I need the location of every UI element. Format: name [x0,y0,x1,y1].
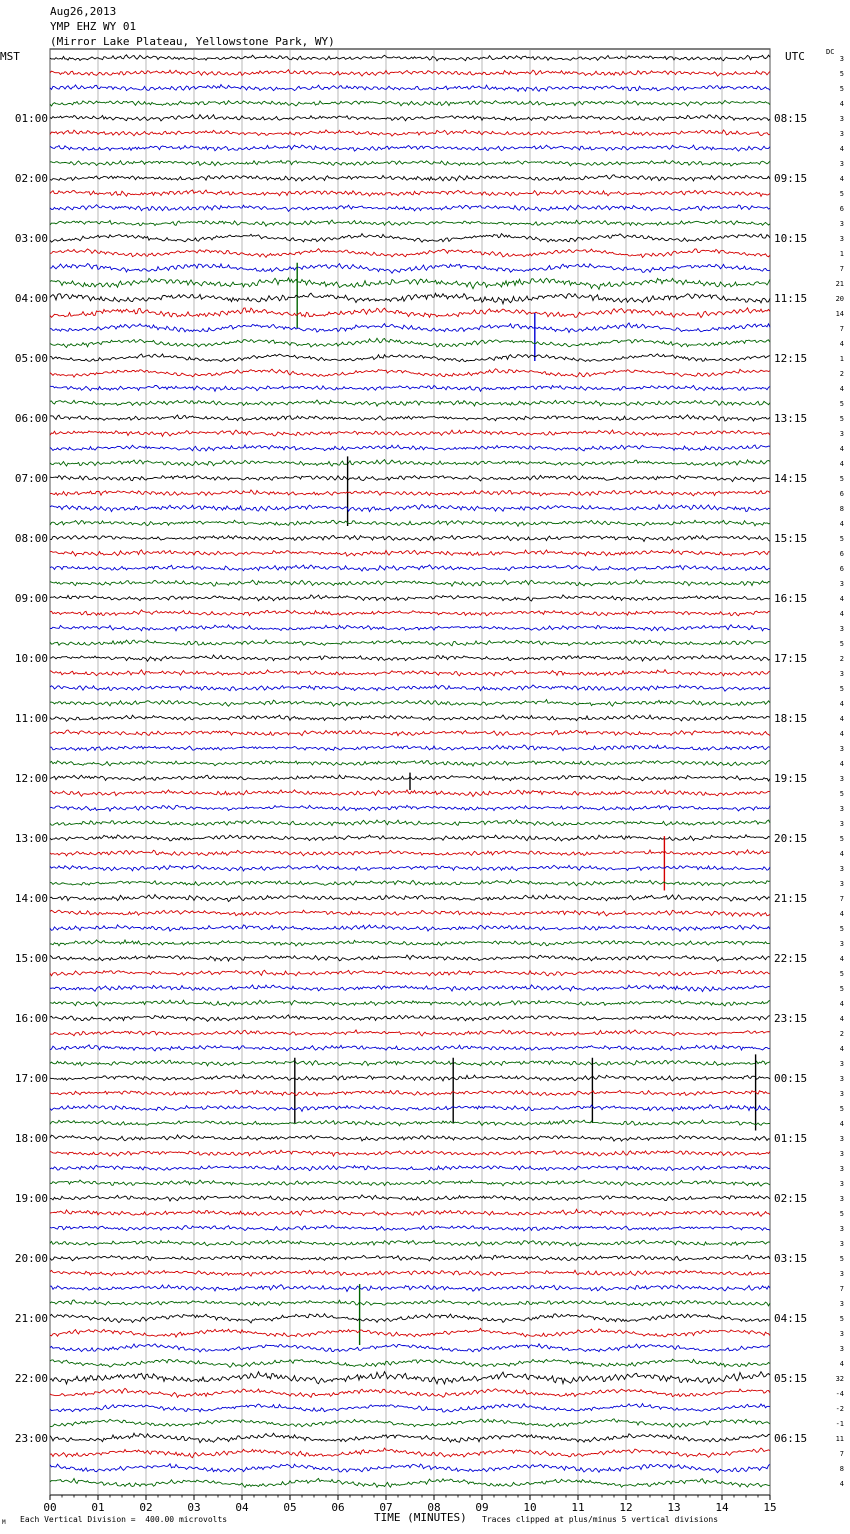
mst-hour-label: 11:00 [14,712,48,725]
dc-offset-value: 4 [839,385,844,393]
seismic-trace [50,338,770,347]
utc-hour-label: 14:15 [774,472,808,485]
utc-hour-label: 17:15 [774,652,808,665]
seismic-trace [50,220,770,226]
seismic-trace [50,1372,770,1384]
seismic-trace [50,745,770,751]
seismic-trace [50,760,770,766]
dc-offset-value: 6 [839,550,844,558]
station-code: YMP EHZ WY 01 [50,20,137,33]
dc-offset-value: 4 [839,1000,844,1008]
seismic-trace [50,970,770,976]
dc-offset-value: 3 [839,865,844,873]
dc-offset-value: 4 [839,850,844,858]
dc-offset-value: 5 [839,985,844,993]
seismic-trace [50,1030,770,1036]
dc-offset-value: 4 [839,730,844,738]
mst-hour-label: 14:00 [14,892,48,905]
dc-offset-value: 7 [839,325,844,333]
dc-offset-value: 4 [839,1045,844,1053]
dc-offset-value: 3 [839,1195,844,1203]
dc-offset-value: 4 [839,445,844,453]
dc-offset-value: 5 [839,85,844,93]
seismic-trace [50,925,770,931]
clip-note: Traces clipped at plus/minus 5 vertical divisions [482,1515,719,1524]
mst-hour-label: 13:00 [14,832,48,845]
utc-hour-label: 06:15 [774,1432,808,1445]
dc-offset-value: 3 [839,1270,844,1278]
seismic-trace [50,400,770,406]
utc-hour-label: 16:15 [774,592,808,605]
dc-offset-value: 5 [839,400,844,408]
seismic-trace [50,205,770,212]
dc-offset-value: 5 [839,535,844,543]
dc-offset-value: 3 [839,670,844,678]
dc-offset-value: 4 [839,100,844,108]
dc-offset-value: 3 [839,1060,844,1068]
x-tick-label: 11 [571,1501,585,1514]
utc-hour-label: 01:15 [774,1132,808,1145]
dc-offset-value: 1 [839,355,844,363]
dc-offset-value: 3 [839,580,844,588]
seismic-trace [50,955,770,961]
dc-offset-value: 5 [839,190,844,198]
mst-hour-label: 05:00 [14,352,48,365]
mst-hour-label: 18:00 [14,1132,48,1145]
seismic-trace [50,115,770,121]
utc-hour-label: 18:15 [774,712,808,725]
dc-offset-value: 21 [835,280,844,288]
mst-hour-label: 23:00 [14,1432,48,1445]
seismic-trace [50,55,770,61]
dc-offset-value: 32 [835,1375,844,1383]
dc-offset-value: 3 [839,1075,844,1083]
x-tick-label: 15 [763,1501,777,1514]
dc-offset-value: 20 [835,295,844,303]
seismic-trace [50,1225,770,1230]
dc-offset-value: 7 [839,1285,844,1293]
seismic-trace [50,910,770,916]
seismic-trace [50,100,770,106]
x-tick-label: 02 [139,1501,153,1514]
seismic-trace [50,70,770,76]
utc-hour-label: 05:15 [774,1372,808,1385]
dc-offset-value: 14 [835,310,844,318]
mst-hour-label: 02:00 [14,172,48,185]
dc-offset-value: 3 [839,1165,844,1173]
x-tick-label: 01 [91,1501,105,1514]
dc-offset-value: 4 [839,1360,844,1368]
dc-offset-value: 3 [839,1180,844,1188]
seismic-trace [50,580,770,586]
utc-hour-label: 10:15 [774,232,808,245]
seismic-trace [50,1464,770,1473]
seismic-trace [50,175,770,181]
seismic-trace [50,1388,770,1397]
utc-hour-label: 09:15 [774,172,808,185]
seismic-trace [50,1240,770,1246]
dc-offset-value: 3 [839,115,844,123]
seismic-trace [50,790,770,797]
utc-hour-label: 15:15 [774,532,808,545]
x-tick-label: 03 [187,1501,201,1514]
mst-hour-label: 09:00 [14,592,48,605]
utc-axis-label: UTC [785,50,805,63]
dc-offset-value: 3 [839,940,844,948]
seismic-trace [50,249,770,258]
utc-hour-label: 21:15 [774,892,808,905]
seismic-trace [50,985,770,992]
dc-offset-value: 3 [839,130,844,138]
dc-offset-value: 3 [839,1240,844,1248]
seismic-trace [50,264,770,274]
dc-offset-value: 3 [839,775,844,783]
seismic-trace [50,1060,770,1066]
seismic-trace [50,835,770,841]
dc-offset-value: 5 [839,835,844,843]
x-tick-label: 09 [475,1501,489,1514]
footer-mark: M [2,1519,6,1526]
dc-offset-value: 3 [839,1225,844,1233]
dc-offset-value: 4 [839,595,844,603]
seismic-trace [50,610,770,616]
seismic-trace [50,1328,770,1337]
dc-offset-value: 8 [839,1465,844,1473]
seismic-trace [50,85,770,92]
utc-hour-label: 03:15 [774,1252,808,1265]
seismic-trace [50,1433,770,1443]
seismic-trace [50,1448,770,1458]
seismic-trace [50,730,770,736]
seismic-trace [50,1075,770,1081]
mst-hour-label: 03:00 [14,232,48,245]
seismic-trace [50,475,770,481]
dc-offset-value: 6 [839,205,844,213]
dc-offset-value: 5 [839,685,844,693]
seismic-trace [50,369,770,377]
dc-offset-value: 2 [839,1030,844,1038]
seismic-trace [50,1359,770,1367]
seismic-trace [50,460,770,467]
dc-offset-value: 5 [839,475,844,483]
seismic-trace [50,640,770,646]
dc-offset-value: 3 [839,1330,844,1338]
dc-offset-value: 4 [839,610,844,618]
seismic-trace [50,1150,770,1156]
dc-offset-value: 3 [839,1345,844,1353]
seismic-trace [50,1300,770,1306]
dc-offset-value: 5 [839,925,844,933]
seismic-trace [50,565,770,571]
seismic-trace [50,1180,770,1186]
dc-offset-value: 7 [839,265,844,273]
seismic-trace [50,536,770,542]
mst-hour-label: 20:00 [14,1252,48,1265]
dc-offset-value: 6 [839,490,844,498]
dc-offset-value: 4 [839,715,844,723]
utc-hour-label: 19:15 [774,772,808,785]
seismic-trace [50,160,770,165]
seismic-trace [50,1135,770,1141]
seismic-trace [50,655,770,661]
seismic-trace [50,520,770,526]
utc-hour-label: 12:15 [774,352,808,365]
dc-offset-value: 7 [839,1450,844,1458]
seismic-trace [50,1344,770,1352]
x-tick-label: 08 [427,1501,441,1514]
seismic-trace [50,1404,770,1412]
dc-column-label: DC [826,48,835,56]
seismic-trace [50,445,770,451]
dc-offset-value: 4 [839,700,844,708]
dc-offset-value: 4 [839,145,844,153]
seismic-trace [50,278,770,289]
dc-offset-value: 3 [839,625,844,633]
dc-offset-value: 3 [839,160,844,168]
dc-offset-value: 4 [839,955,844,963]
dc-offset-value: 3 [839,220,844,228]
seismic-trace [50,1419,770,1427]
station-location: (Mirror Lake Plateau, Yellowstone Park, WY) [50,35,335,48]
seismic-trace [50,1015,770,1021]
recording-date: Aug26,2013 [50,5,117,18]
dc-offset-value: 5 [839,970,844,978]
seismic-trace [50,490,770,496]
seismic-trace [50,850,770,856]
dc-offset-value: 5 [839,790,844,798]
dc-offset-value: 4 [839,1015,844,1023]
seismic-trace [50,504,770,511]
seismic-trace [50,385,770,391]
seismic-trace [50,1105,770,1112]
dc-offset-value: -4 [835,1390,844,1398]
seismic-trace [50,595,770,601]
dc-offset-value: 7 [839,895,844,903]
dc-offset-value: 4 [839,760,844,768]
utc-hour-label: 22:15 [774,952,808,965]
x-tick-label: 05 [283,1501,297,1514]
utc-hour-label: 00:15 [774,1072,808,1085]
dc-offset-value: 3 [839,880,844,888]
seismic-trace [50,685,770,691]
x-tick-label: 04 [235,1501,249,1514]
seismic-trace [50,880,770,886]
seismic-trace [50,1090,770,1096]
seismic-trace [50,1270,770,1276]
dc-offset-value: 3 [839,820,844,828]
seismic-trace [50,805,770,811]
seismic-trace [50,715,770,721]
seismic-trace [50,308,770,318]
dc-offset-value: 4 [839,175,844,183]
seismic-trace [50,430,770,436]
dc-offset-value: 5 [839,1210,844,1218]
utc-hour-label: 08:15 [774,112,808,125]
seismic-trace [50,895,770,902]
seismic-trace [50,1209,770,1216]
x-tick-label: 07 [379,1501,393,1514]
seismic-trace [50,670,770,676]
mst-hour-label: 22:00 [14,1372,48,1385]
seismic-trace [50,820,770,826]
utc-hour-label: 11:15 [774,292,808,305]
seismic-trace [50,415,770,421]
dc-offset-value: 4 [839,910,844,918]
seismic-trace [50,354,770,362]
x-tick-label: 10 [523,1501,537,1514]
dc-offset-value: 3 [839,1300,844,1308]
seismic-trace [50,1045,770,1051]
seismic-trace [50,145,770,151]
mst-hour-label: 15:00 [14,952,48,965]
dc-offset-value: 3 [839,1090,844,1098]
mst-hour-label: 19:00 [14,1192,48,1205]
mst-hour-label: 01:00 [14,112,48,125]
dc-offset-value: 4 [839,340,844,348]
dc-offset-value: 5 [839,70,844,78]
mst-hour-label: 07:00 [14,472,48,485]
utc-hour-label: 23:15 [774,1012,808,1025]
x-tick-label: 14 [715,1501,729,1514]
dc-offset-value: 11 [835,1435,844,1443]
dc-offset-value: -1 [835,1420,844,1428]
utc-hour-label: 13:15 [774,412,808,425]
utc-hour-label: 02:15 [774,1192,808,1205]
mst-hour-label: 21:00 [14,1312,48,1325]
seismic-trace [50,550,770,556]
seismic-trace [50,1314,770,1323]
dc-offset-value: 5 [839,640,844,648]
dc-offset-value: 3 [839,430,844,438]
seismic-trace [50,1285,770,1292]
x-tick-label: 12 [619,1501,633,1514]
seismic-trace [50,130,770,136]
dc-offset-value: 4 [839,520,844,528]
seismic-trace [50,323,770,333]
seismic-trace [50,293,770,304]
mst-hour-label: 17:00 [14,1072,48,1085]
dc-offset-value: 3 [839,745,844,753]
dc-offset-value: 4 [839,1480,844,1488]
dc-offset-value: 5 [839,1105,844,1113]
mst-hour-label: 08:00 [14,532,48,545]
seismic-trace [50,700,770,707]
mst-hour-label: 06:00 [14,412,48,425]
dc-offset-value: 4 [839,1120,844,1128]
seismic-trace [50,1120,770,1126]
dc-offset-value: 8 [839,505,844,513]
dc-offset-value: 2 [839,370,844,378]
seismic-trace [50,1000,770,1006]
dc-offset-value: 2 [839,655,844,663]
seismic-trace [50,1478,770,1487]
mst-hour-label: 12:00 [14,772,48,785]
dc-offset-value: 5 [839,415,844,423]
x-axis-title: TIME (MINUTES) [374,1511,467,1524]
utc-hour-label: 04:15 [774,1312,808,1325]
seismic-trace [50,940,770,946]
seismic-trace [50,234,770,243]
dc-offset-value: 3 [839,1135,844,1143]
x-tick-label: 00 [43,1501,57,1514]
seismic-trace [50,1255,770,1261]
dc-offset-value: 3 [839,235,844,243]
utc-hour-label: 20:15 [774,832,808,845]
dc-offset-value: 1 [839,250,844,258]
mst-axis-label: MST [0,50,20,63]
dc-offset-value: 3 [839,55,844,63]
mst-hour-label: 04:00 [14,292,48,305]
seismic-trace [50,1165,770,1170]
x-tick-label: 06 [331,1501,345,1514]
seismic-trace [50,1195,770,1201]
mst-hour-label: 10:00 [14,652,48,665]
x-tick-label: 13 [667,1501,681,1514]
dc-offset-value: 3 [839,805,844,813]
dc-offset-value: 6 [839,565,844,573]
dc-offset-value: 4 [839,460,844,468]
dc-offset-value: 5 [839,1255,844,1263]
dc-offset-value: 5 [839,1315,844,1323]
dc-offset-value: 3 [839,1150,844,1158]
seismic-trace [50,190,770,196]
vertical-division-note: Each Vertical Division = 400.00 microvolts [20,1515,228,1524]
dc-offset-value: -2 [835,1405,844,1413]
mst-hour-label: 16:00 [14,1012,48,1025]
seismic-trace [50,625,770,631]
seismic-trace [50,865,770,871]
